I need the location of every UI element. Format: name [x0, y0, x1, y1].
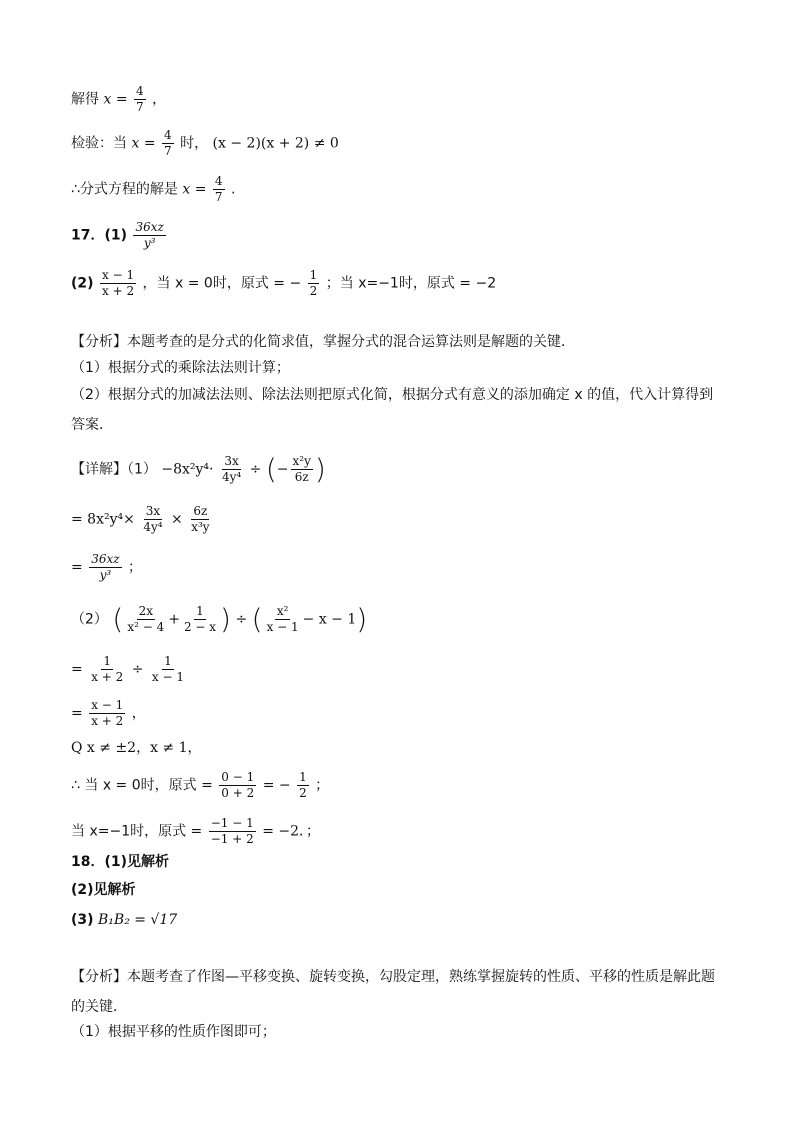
num: x − 1	[91, 698, 124, 712]
den: 2	[299, 786, 307, 800]
op: ÷	[131, 661, 144, 678]
text: ∴ 当	[71, 777, 99, 794]
solution-line	[71, 84, 166, 115]
text: ，当	[142, 275, 171, 292]
eq: =	[71, 559, 83, 576]
detail-line-6	[71, 698, 146, 729]
den: x − 1	[151, 670, 185, 684]
analysis-18	[71, 962, 725, 1022]
eq: =	[71, 705, 83, 722]
num: 4	[214, 174, 223, 188]
den: 4y⁴	[143, 520, 163, 534]
text: x = 0时，原式 =	[102, 777, 213, 794]
expr: (x − 2)(x + 2) ≠ 0	[212, 135, 339, 152]
paren-left: (	[265, 452, 277, 486]
text: 时，	[180, 135, 209, 152]
op: ÷	[235, 611, 248, 628]
eq: =	[115, 91, 128, 108]
num: 4	[164, 128, 172, 142]
text: 【详解】（1）	[71, 461, 157, 478]
num: x²y	[292, 454, 311, 468]
fraction	[100, 268, 136, 299]
text: （1）根据分式的乘除法法则计算；	[71, 360, 290, 376]
detail-line-1: 【详解】（1） −8x²y⁴· $\frac{3x}{\text{4y⁴}}$ ÷ (− $\frac{\text{x²y}}{6z}$ )	[71, 452, 326, 486]
text: x = 0时，原式 = −	[175, 275, 302, 292]
paren-right: )	[314, 452, 326, 486]
fraction	[220, 454, 243, 485]
fraction	[89, 654, 125, 685]
fraction	[291, 454, 313, 485]
text: 【分析】本题考查的是分式的化简求值，掌握分式的混合运算法则是解题的关键．	[71, 334, 575, 350]
text: .	[231, 181, 236, 198]
q18-answer-1	[71, 852, 169, 872]
num: 1	[164, 654, 172, 668]
num: 6z	[193, 504, 208, 518]
q17-answer-2	[71, 268, 496, 299]
text: ，	[152, 91, 167, 108]
var: x	[131, 135, 140, 152]
paren-left: (	[112, 602, 124, 636]
var: x	[103, 91, 112, 108]
expr: = −2．；	[262, 823, 321, 840]
op: ÷	[249, 461, 262, 478]
fraction	[133, 220, 165, 251]
fraction	[89, 698, 125, 729]
text: ∴分式方程的解是	[71, 181, 178, 198]
den: 2 − x	[183, 620, 217, 634]
eq: =	[143, 135, 156, 152]
expr: B₁B₂ = √17	[98, 912, 178, 928]
num: 36xz	[91, 552, 120, 566]
op: ×	[171, 511, 183, 528]
num: 1	[196, 604, 204, 618]
num: 36xz	[135, 220, 164, 234]
text: x=−1时，原式 = −2	[358, 275, 497, 292]
text: (2)见解析	[71, 882, 136, 898]
num: 3x	[145, 504, 161, 518]
fraction	[162, 128, 174, 159]
text: 当	[71, 823, 85, 840]
den: x³y	[191, 520, 210, 534]
num: 1	[103, 654, 112, 668]
text: （1）根据平移的性质作图即可；	[71, 1024, 276, 1040]
expr: = 8x²y⁴×	[71, 511, 135, 528]
den: 7	[136, 100, 144, 114]
expr: − x − 1	[302, 611, 357, 628]
text: 检验：当	[71, 135, 127, 152]
fraction	[182, 604, 218, 635]
text: x=−1时，原式 =	[89, 823, 203, 840]
check-line	[71, 128, 339, 159]
num: x − 1	[102, 268, 135, 282]
den: x + 2	[91, 670, 124, 684]
fraction	[150, 654, 186, 685]
num: 2x	[138, 604, 153, 618]
num: 3x	[224, 454, 239, 468]
num: 4	[136, 84, 144, 98]
fraction	[209, 816, 256, 847]
den: 6z	[294, 470, 309, 484]
den: y³	[143, 236, 156, 250]
fraction	[213, 174, 225, 205]
text: （2）根据分式的加减法法则、除法法则把原式化简，根据分式有意义的添加确定 x 的值，代入计算得到答案．	[71, 387, 714, 433]
expr: Q x ≠ ±2，x ≠ 1，	[71, 740, 202, 756]
op: +	[168, 611, 180, 628]
den: x − 1	[266, 620, 299, 634]
den: 2	[309, 284, 318, 298]
den: −1 + 2	[210, 832, 254, 846]
den: 0 + 2	[221, 786, 255, 800]
paren-left: (	[251, 602, 263, 636]
detail-line-5	[71, 654, 188, 685]
question-label: (3)	[71, 912, 94, 928]
fraction	[219, 770, 256, 801]
expr: −8x²y⁴·	[161, 461, 214, 478]
text: ，	[131, 705, 146, 722]
den: x + 2	[102, 284, 135, 298]
question-label: 17．(1)	[71, 227, 128, 244]
text: 解得	[71, 91, 99, 108]
den: x + 2	[91, 714, 124, 728]
fraction	[297, 770, 309, 801]
fraction	[265, 604, 301, 635]
detail-line-9	[71, 816, 320, 847]
fraction	[308, 268, 320, 299]
question-label: (2)	[71, 275, 94, 292]
den: 7	[164, 144, 172, 158]
text: ；当	[325, 275, 354, 292]
den: 7	[214, 190, 223, 204]
analysis-step-1	[71, 358, 290, 378]
fraction	[141, 504, 164, 535]
var: x	[182, 181, 191, 198]
fraction	[89, 552, 121, 583]
text: ；	[128, 559, 142, 576]
q17-answer-1	[71, 220, 168, 251]
eq: =	[71, 661, 83, 678]
num: x²	[276, 604, 289, 618]
fraction	[134, 84, 146, 115]
den: x² − 4	[127, 620, 165, 634]
fraction	[189, 504, 211, 535]
text: 【分析】本题考查了作图—平移变换、旋转变换，勾股定理，熟练掌握旋转的性质、平移的性质是解此题的关键．	[71, 969, 715, 1015]
fraction	[125, 604, 166, 635]
num: 1	[309, 268, 318, 282]
detail-line-4	[71, 604, 367, 635]
paren-right: )	[220, 602, 231, 636]
detail-line-3	[71, 552, 142, 583]
num: 0 − 1	[221, 770, 255, 784]
text: ；	[315, 777, 330, 794]
text: （2）	[71, 611, 108, 628]
detail-line-7	[71, 738, 202, 758]
analysis-step-2	[71, 380, 725, 440]
detail-line-8	[71, 770, 329, 801]
paren-right: )	[356, 602, 368, 636]
q18-answer-2	[71, 880, 136, 900]
den: 4y⁴	[221, 470, 242, 484]
analysis-paragraph	[71, 332, 575, 352]
analysis-18-step-1	[71, 1022, 276, 1042]
answer-line	[71, 174, 235, 205]
eq: =	[194, 181, 207, 198]
num: −1 − 1	[210, 816, 254, 830]
num: 1	[299, 770, 307, 784]
eq: = −	[262, 777, 291, 794]
detail-line-2	[71, 504, 214, 535]
q18-answer-3	[71, 910, 177, 930]
den: y³	[99, 568, 112, 582]
text: 18．(1)见解析	[71, 854, 170, 870]
